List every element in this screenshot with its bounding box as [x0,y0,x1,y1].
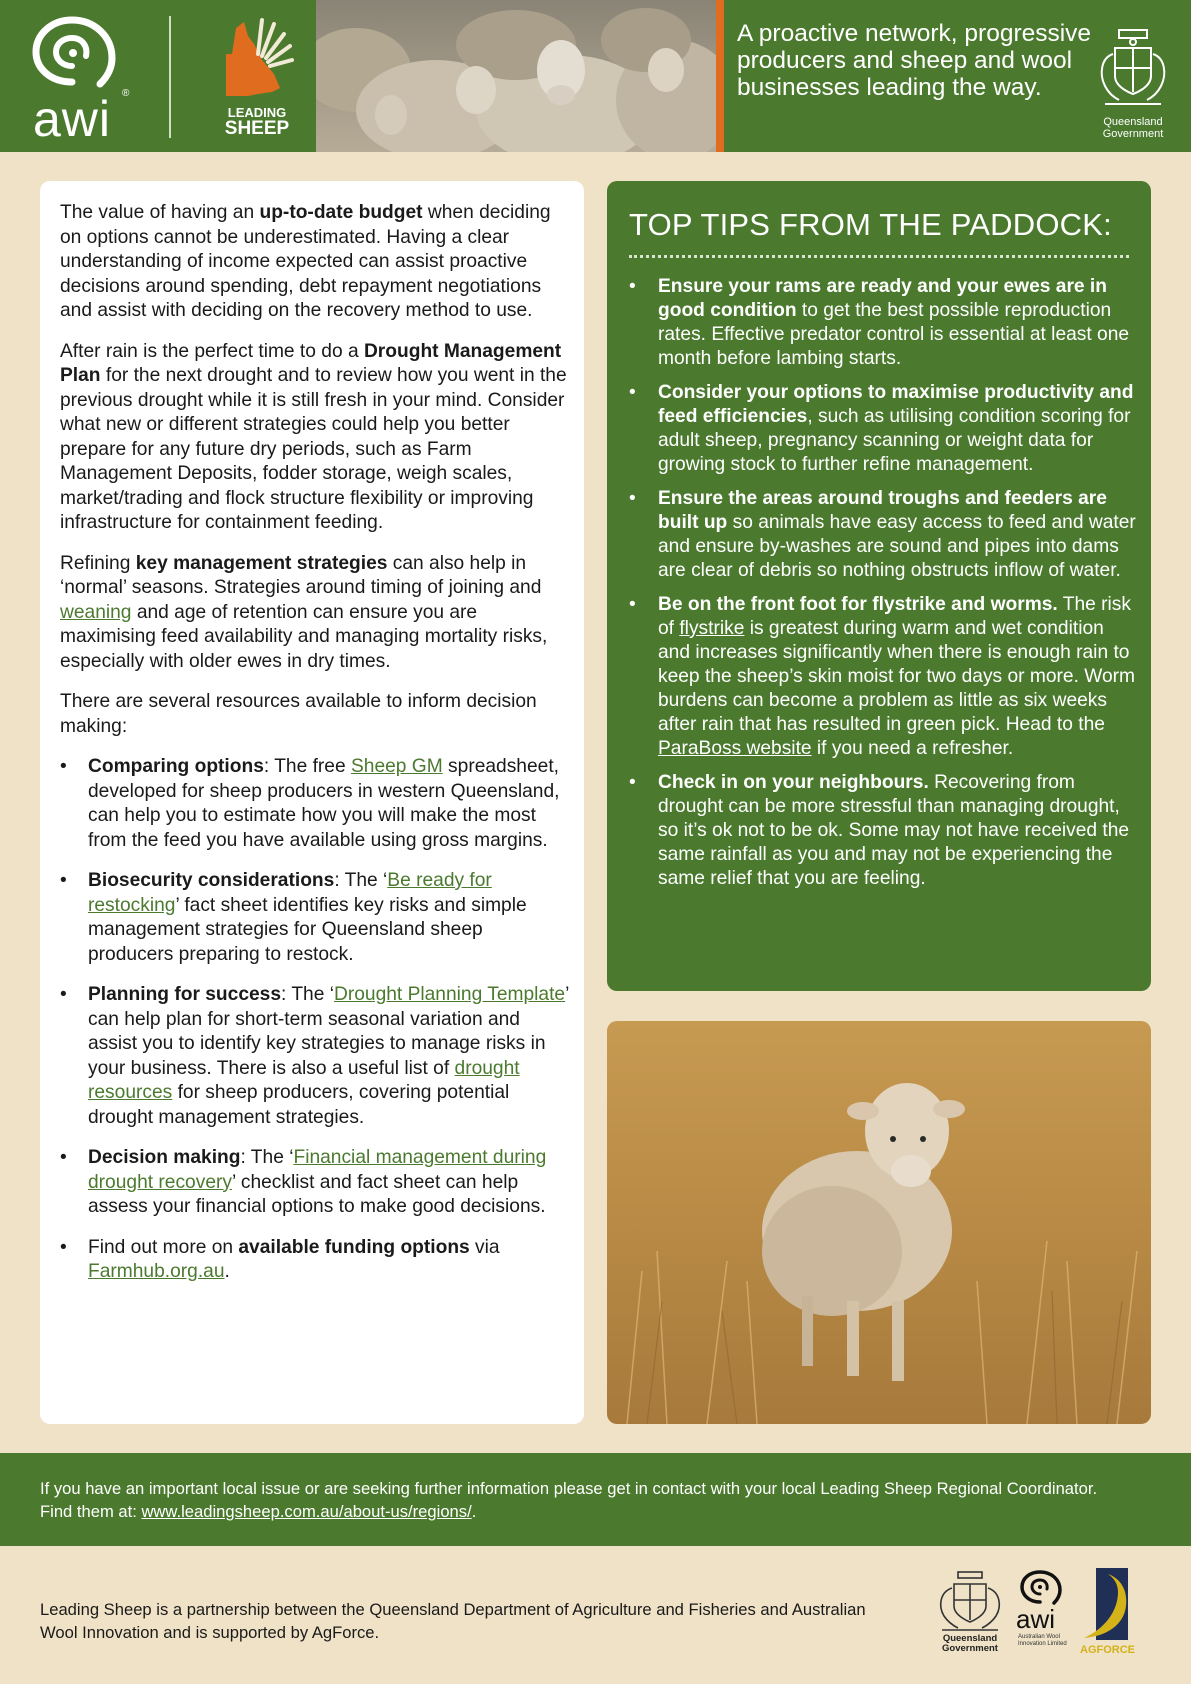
leading-sheep-line1: LEADING [227,105,287,120]
qld-coat-of-arms-icon [932,1568,1008,1634]
queensland-government-logo [1093,24,1173,140]
tip-rams-ewes: • Ensure your rams are ready and your ewes are in good condition to get the best possible reproduction rates. Effective predator control is essential at least one month before lambing starts. [629,276,1130,369]
resources-intro: There are several resources available to inform decision making: [60,691,537,737]
dotted-divider [629,255,1129,258]
registered-mark: ® [122,88,130,99]
awi-swirl-icon [1016,1568,1068,1608]
resources-list [60,755,572,1285]
tips-title: TOP TIPS FROM THE PADDOCK: [629,207,1112,242]
list-item-biosecurity: • Biosecurity considerations: The ‘Be ready for restocking’ fact sheet identifies key risks and simple management strategies for Queensland sheep producers preparing to restock. [60,870,527,965]
awi-logo [22,12,130,147]
regions-link[interactable]: www.leadingsheep.com.au/about-us/regions/ [141,1502,472,1521]
contact-band [0,1453,1191,1546]
tip-flystrike-worms: • Be on the front foot for flystrike and worms. The risk of flystrike is greatest during warm and wet condition and increases significantly when there is enough rain to keep the sheep’s skin moist for two days or more. Worm burdens can become a problem as little as six weeks after rain that has resulted in green pick. Head to the ParaBoss website if you need a refresher. [629,594,1136,759]
tip-productivity: • Consider your options to maximise productivity and feed efficiencies, such as utilising condition scoring for adult sheep, pregnancy scanning or weight data for growing stock to further refine management. [629,382,1134,475]
list-item-decision-making: • Decision making: The ‘Financial management during drought recovery’ checklist and fact sheet can help assess your financial options to make good decisions. [60,1147,547,1217]
drought-plan-emphasis: Drought Management Plan [60,340,562,386]
footer-agforce-logo [1080,1566,1135,1662]
footer-qld-line1: Queensland [942,1633,998,1644]
budget-emphasis: up-to-date budget [259,202,423,223]
footer-agforce-wordmark: AGFORCE [1080,1644,1135,1656]
bullet-icon: • [60,984,67,1005]
header-banner [0,0,1191,152]
tips-list [629,275,1141,901]
bullet-icon: • [629,772,636,793]
drought-plan-paragraph: After rain is the perfect time to do a Drought Management Plan for the next drought and to review how you went in the previous drought while it is still fresh in your mind. Consider what new or different strategies could help you better prepare for any future dry periods, such as Farm Management Deposits, fodder storage, weigh scales, market/trading and flock structure flexibility or improving infrastructure for containment feeding. [60,340,567,533]
leading-sheep-line2: SHEEP [224,118,290,139]
bullet-icon: • [60,756,67,777]
footer-awi-wordmark: awi [1016,1604,1056,1634]
partnership-statement: Leading Sheep is a partnership between the Queensland Department of Agriculture and Fisheries and Australian Wool Innovation and is supported by AgForce. [40,1600,866,1642]
bullet-icon: • [629,382,636,403]
awi-wordmark: awi [32,91,112,147]
contact-line1: If you have an important local issue or are seeking further information please get in contact with your local Leading Sheep Regional Coordinator. [40,1479,1098,1498]
bullet-icon: • [60,1236,67,1258]
bullet-icon: • [629,276,636,297]
leading-sheep-logo [218,14,296,140]
list-item-funding-options: • Find out more on available funding options via Farmhub.org.au. [60,1236,500,1282]
bullet-icon: • [629,488,636,509]
tip-troughs-feeders: • Ensure the areas around troughs and feeders are built up so animals have easy access to feed and water and ensure by-washes are sound and pipes into dams are clear of debris so nothing obstructs inflow of water. [629,488,1136,581]
footer-qld-line2: Government [942,1643,998,1654]
top-tips-card [607,181,1151,991]
farmhub-link[interactable]: Farmhub.org.au [88,1261,225,1282]
flystrike-link[interactable]: flystrike [679,618,745,639]
list-item-comparing-options: • Comparing options: The free Sheep GM spreadsheet, developed for sheep producers in western Queensland, can help you to estimate how you will make the most from the feed you have available using gross margins. [60,756,560,851]
list-item-planning-for-success: • Planning for success: The ‘Drought Planning Template’ can help plan for short-term seasonal variation and assist you to identify key strategies to manage risks in your business. There is also a useful list of drought resources for sheep producers, covering potential drought management strategies. [60,984,569,1128]
bullet-icon: • [629,594,636,615]
queensland-map-icon [218,14,296,104]
sheep-in-grass-image [607,1021,1151,1424]
sheep-flock-photo [316,0,716,152]
qld-coat-of-arms-icon [1093,24,1173,114]
sheep-in-paddock-photo [607,1021,1151,1424]
accent-bar [716,0,724,152]
header-divider [169,16,171,138]
bullet-icon: • [60,1147,67,1168]
main-content-card [40,181,584,1424]
sheep-gm-link[interactable]: Sheep GM [350,756,443,777]
be-ready-for-restocking-link[interactable]: Be ready for restocking [88,870,492,916]
footer-qld-government-logo [932,1568,1008,1660]
bullet-icon: • [60,870,67,891]
strategies-emphasis: key management strategies [135,552,388,574]
drought-planning-template-link[interactable]: Drought Planning Template [333,984,566,1005]
agforce-emblem-icon [1080,1566,1132,1646]
tip-neighbours: • Check in on your neighbours. Recovering from drought can be more stressful than managing drought, so it’s ok not to be ok. Some may not have received the same rainfall as you and may not be experiencing the same relief that you are feeling. [629,772,1130,889]
footer-awi-subtitle: Australian Wool Innovation Limited [1018,1634,1067,1647]
qld-gov-line1: Queensland [1103,116,1163,128]
footer-awi-logo [1016,1568,1068,1660]
financial-management-link[interactable]: Financial management during drought recovery [88,1147,547,1193]
qld-gov-line2: Government [1102,128,1164,140]
header-tagline: A proactive network, progressive producers and sheep and wool businesses leading the way. [737,20,1092,101]
weaning-link[interactable]: weaning [60,601,132,623]
strategies-paragraph: Refining key management strategies can also help in ‘normal’ seasons. Strategies around timing of joining and weaning and age of retention can ensure you are maximising feed availability and managing mortality risks, especially with older ewes in dry times. [60,552,548,672]
budget-paragraph: The value of having an up-to-date budget when deciding on options cannot be underestimated. Having a clear understanding of income expected can assist proactive decisions around spending, debt repayment negotiations and assist with deciding on the recovery method to use. [60,202,551,321]
drought-resources-link[interactable]: drought resources [88,1057,520,1103]
sheep-flock-image [316,0,716,152]
paraboss-website-link[interactable]: ParaBoss website [658,738,812,759]
contact-line2: Find them at: www.leadingsheep.com.au/about-us/regions/. [40,1502,477,1521]
awi-swirl-icon [22,12,122,102]
